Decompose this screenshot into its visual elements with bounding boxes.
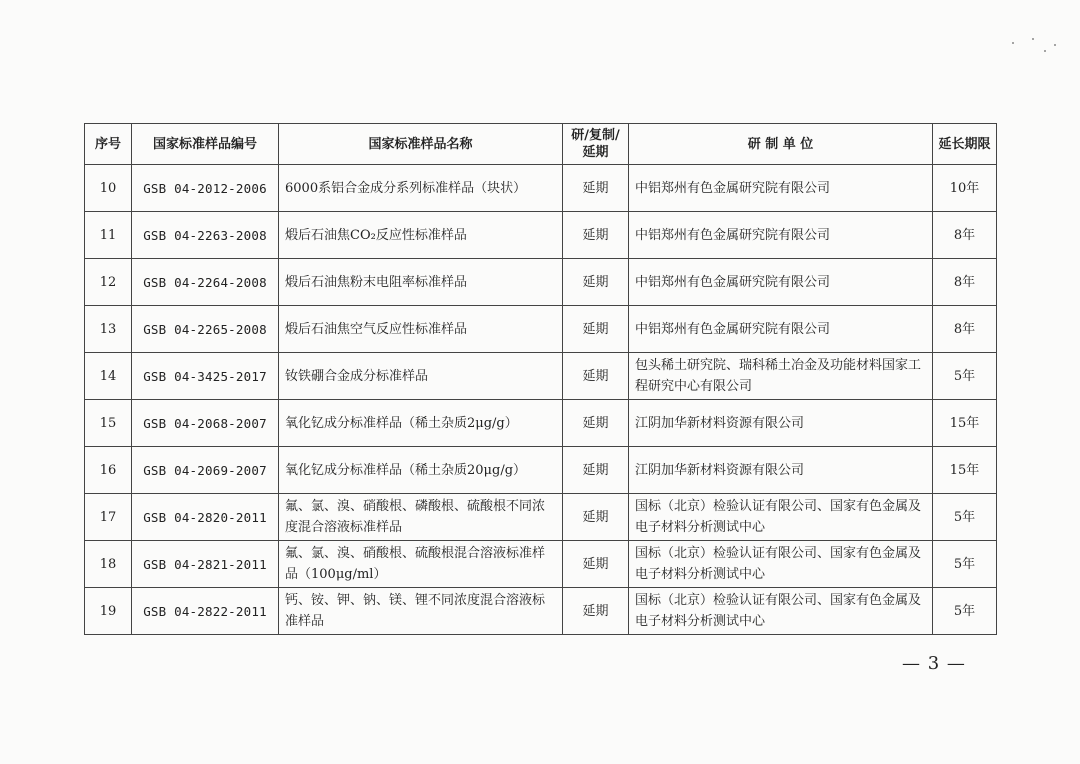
cell-name: 钙、铵、钾、钠、镁、锂不同浓度混合溶液标准样品 xyxy=(279,588,563,635)
cell-type: 延期 xyxy=(563,259,629,306)
cell-type: 延期 xyxy=(563,353,629,400)
cell-name: 6000系铝合金成分系列标准样品（块状） xyxy=(279,165,563,212)
cell-term: 10年 xyxy=(933,165,997,212)
cell-name: 煅后石油焦粉末电阻率标准样品 xyxy=(279,259,563,306)
cell-unit: 中铝郑州有色金属研究院有限公司 xyxy=(629,306,933,353)
cell-name: 氧化钇成分标准样品（稀土杂质2μg/g） xyxy=(279,400,563,447)
header-name: 国家标准样品名称 xyxy=(279,124,563,165)
cell-type: 延期 xyxy=(563,494,629,541)
table-row xyxy=(85,259,997,306)
cell-code: GSB 04-2820-2011 xyxy=(132,494,279,541)
table-row xyxy=(85,165,997,212)
header-type: 研/复制/延期 xyxy=(563,124,629,165)
cell-code: GSB 04-2263-2008 xyxy=(132,212,279,259)
table-row xyxy=(85,212,997,259)
table-body xyxy=(85,165,997,635)
cell-term: 5年 xyxy=(933,541,997,588)
scan-artifact-dots xyxy=(1010,36,1060,56)
cell-unit: 中铝郑州有色金属研究院有限公司 xyxy=(629,165,933,212)
cell-index: 11 xyxy=(85,212,132,259)
cell-name: 煅后石油焦空气反应性标准样品 xyxy=(279,306,563,353)
cell-term: 15年 xyxy=(933,400,997,447)
cell-type: 延期 xyxy=(563,541,629,588)
cell-index: 16 xyxy=(85,447,132,494)
cell-code: GSB 04-2821-2011 xyxy=(132,541,279,588)
cell-type: 延期 xyxy=(563,306,629,353)
cell-code: GSB 04-2265-2008 xyxy=(132,306,279,353)
table-row xyxy=(85,447,997,494)
cell-unit: 中铝郑州有色金属研究院有限公司 xyxy=(629,212,933,259)
table-header xyxy=(85,124,997,165)
header-row xyxy=(85,124,997,165)
cell-unit: 中铝郑州有色金属研究院有限公司 xyxy=(629,259,933,306)
table-row xyxy=(85,353,997,400)
cell-code: GSB 04-2068-2007 xyxy=(132,400,279,447)
header-code: 国家标准样品编号 xyxy=(132,124,279,165)
cell-code: GSB 04-2012-2006 xyxy=(132,165,279,212)
cell-unit: 国标（北京）检验认证有限公司、国家有色金属及电子材料分析测试中心 xyxy=(629,494,933,541)
header-index: 序号 xyxy=(85,124,132,165)
cell-index: 19 xyxy=(85,588,132,635)
header-term: 延长期限 xyxy=(933,124,997,165)
cell-unit: 江阴加华新材料资源有限公司 xyxy=(629,400,933,447)
cell-index: 14 xyxy=(85,353,132,400)
cell-name: 氧化钇成分标准样品（稀土杂质20μg/g） xyxy=(279,447,563,494)
cell-index: 18 xyxy=(85,541,132,588)
cell-name: 氟、氯、溴、硝酸根、硫酸根混合溶液标准样品（100μg/ml） xyxy=(279,541,563,588)
cell-type: 延期 xyxy=(563,400,629,447)
cell-name: 煅后石油焦CO₂反应性标准样品 xyxy=(279,212,563,259)
table-row xyxy=(85,494,997,541)
table-row xyxy=(85,400,997,447)
cell-name: 氟、氯、溴、硝酸根、磷酸根、硫酸根不同浓度混合溶液标准样品 xyxy=(279,494,563,541)
cell-code: GSB 04-3425-2017 xyxy=(132,353,279,400)
cell-type: 延期 xyxy=(563,588,629,635)
cell-term: 5年 xyxy=(933,588,997,635)
cell-index: 12 xyxy=(85,259,132,306)
cell-term: 5年 xyxy=(933,353,997,400)
cell-index: 10 xyxy=(85,165,132,212)
cell-code: GSB 04-2822-2011 xyxy=(132,588,279,635)
cell-term: 15年 xyxy=(933,447,997,494)
cell-type: 延期 xyxy=(563,447,629,494)
cell-term: 5年 xyxy=(933,494,997,541)
cell-unit: 国标（北京）检验认证有限公司、国家有色金属及电子材料分析测试中心 xyxy=(629,541,933,588)
cell-index: 17 xyxy=(85,494,132,541)
table-row xyxy=(85,588,997,635)
cell-code: GSB 04-2069-2007 xyxy=(132,447,279,494)
cell-term: 8年 xyxy=(933,259,997,306)
table-row xyxy=(85,541,997,588)
table-row xyxy=(85,306,997,353)
standard-samples-table xyxy=(84,123,997,635)
cell-type: 延期 xyxy=(563,165,629,212)
cell-unit: 江阴加华新材料资源有限公司 xyxy=(629,447,933,494)
cell-code: GSB 04-2264-2008 xyxy=(132,259,279,306)
cell-type: 延期 xyxy=(563,212,629,259)
header-unit: 研 制 单 位 xyxy=(629,124,933,165)
cell-index: 13 xyxy=(85,306,132,353)
cell-name: 钕铁硼合金成分标准样品 xyxy=(279,353,563,400)
cell-term: 8年 xyxy=(933,212,997,259)
cell-index: 15 xyxy=(85,400,132,447)
page-number: — 3 — xyxy=(902,653,966,674)
cell-unit: 包头稀土研究院、瑞科稀土冶金及功能材料国家工程研究中心有限公司 xyxy=(629,353,933,400)
cell-term: 8年 xyxy=(933,306,997,353)
cell-unit: 国标（北京）检验认证有限公司、国家有色金属及电子材料分析测试中心 xyxy=(629,588,933,635)
